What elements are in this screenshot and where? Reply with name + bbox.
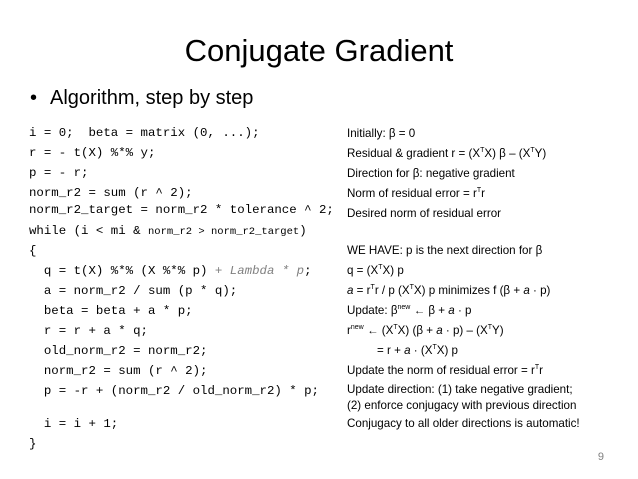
note-alpha-symbol: a [448, 304, 455, 317]
note-text: q = (X [347, 264, 379, 277]
code-line-9: a = norm_r2 / sum (p * q); [29, 284, 238, 298]
note-text: X) p [382, 264, 404, 277]
code-line-6 [29, 221, 307, 242]
note-text: · (X [410, 344, 433, 357]
note-text: Residual & gradient r = (X [347, 147, 481, 160]
code-while-cond: norm_r2 > norm_r2_target [147, 226, 300, 238]
note-text: Y) [492, 324, 504, 337]
code-while-close: ) [299, 224, 307, 238]
note-text: = r + [377, 344, 405, 357]
superscript-t: T [432, 344, 437, 351]
note-text: r / p (X [374, 284, 410, 297]
superscript-t: T [409, 284, 414, 291]
superscript-t: T [393, 324, 398, 331]
note-alpha [347, 281, 550, 301]
note-q [347, 261, 404, 281]
note-desired-norm: Desired norm of residual error [347, 207, 501, 220]
note-alpha-symbol: a [347, 284, 354, 297]
superscript-t: T [487, 324, 493, 331]
note-text: · p) – (X [442, 324, 488, 337]
superscript-t: T [480, 147, 485, 154]
note-alpha-symbol: a [436, 324, 443, 337]
superscript-t: T [370, 284, 375, 291]
superscript-new: new [350, 324, 364, 331]
bullet-dot: • [30, 87, 38, 109]
note-text: Y) [534, 147, 547, 160]
note-direction: Direction for β: negative gradient [347, 167, 515, 180]
code-line-4: norm_r2 = sum (r ^ 2); [29, 186, 193, 200]
code-line-15: i = i + 1; [29, 417, 119, 431]
bullet-text: Algorithm, step by step [50, 87, 254, 109]
code-while: while (i < mi & [29, 224, 148, 238]
note-norm [347, 184, 485, 204]
note-text: X) p [436, 344, 458, 357]
code-line-13: norm_r2 = sum (r ^ 2); [29, 364, 208, 378]
note-conjugacy-auto: Conjugacy to all older directions is automatic! [347, 417, 580, 430]
slide-title: Conjugate Gradient [184, 33, 454, 68]
code-q-assign: q = t(X) %*% (X %*% p) [29, 264, 215, 278]
note-text: ← β + [410, 304, 449, 317]
note-text: ← (X [363, 324, 394, 337]
bullet-item [30, 87, 253, 110]
code-line-2: r = - t(X) %*% y; [29, 146, 156, 160]
note-alpha-symbol: a [404, 344, 411, 357]
code-lambda-term: + Lambda * p [214, 264, 305, 278]
note-text: X) (β + [397, 324, 437, 337]
code-line-10: beta = beta + a * p; [29, 304, 193, 318]
note-update-direction: Update direction: (1) take negative gradient; [347, 383, 573, 396]
note-r-new [347, 321, 504, 341]
code-line-11: r = r + a * q; [29, 324, 148, 338]
code-line-8 [29, 261, 312, 281]
superscript-t: T [476, 187, 482, 194]
note-text: r [481, 187, 485, 200]
note-text: · p) [529, 284, 551, 297]
note-update-beta [347, 301, 471, 321]
code-line-12: old_norm_r2 = norm_r2; [29, 344, 208, 358]
superscript-t: T [530, 147, 535, 154]
note-update-norm [347, 361, 543, 381]
note-text: Update the norm of residual error = r [347, 364, 535, 377]
page-number: 9 [597, 451, 604, 463]
superscript-new: new [397, 304, 411, 311]
note-r-expand [377, 341, 458, 361]
code-line-7: { [29, 244, 37, 258]
note-text: = r [353, 284, 371, 297]
note-we-have: WE HAVE: p is the next direction for β [347, 244, 543, 257]
note-text: X) p minimizes f (β + [413, 284, 524, 297]
note-text: · p [454, 304, 472, 317]
note-text: r [539, 364, 543, 377]
note-text: r [347, 324, 351, 337]
code-line-14: p = -r + (norm_r2 / old_norm_r2) * p; [29, 384, 319, 398]
note-text: Update: β [347, 304, 398, 317]
note-text: Norm of residual error = r [347, 187, 477, 200]
code-line-1: i = 0; beta = matrix (0, ...); [29, 126, 260, 140]
superscript-t: T [534, 364, 540, 371]
code-line-16: } [29, 437, 37, 451]
note-initially: Initially: β = 0 [347, 127, 416, 140]
note-residual [347, 144, 546, 164]
code-semicolon: ; [304, 264, 312, 278]
superscript-t: T [378, 264, 383, 271]
note-text: X) β – (X [484, 147, 531, 160]
code-line-3: p = - r; [29, 166, 89, 180]
note-conjugacy-enforce: (2) enforce conjugacy with previous direction [347, 399, 577, 412]
code-line-5: norm_r2_target = norm_r2 * tolerance ^ 2; [29, 203, 334, 217]
note-alpha-symbol: a [523, 284, 530, 297]
